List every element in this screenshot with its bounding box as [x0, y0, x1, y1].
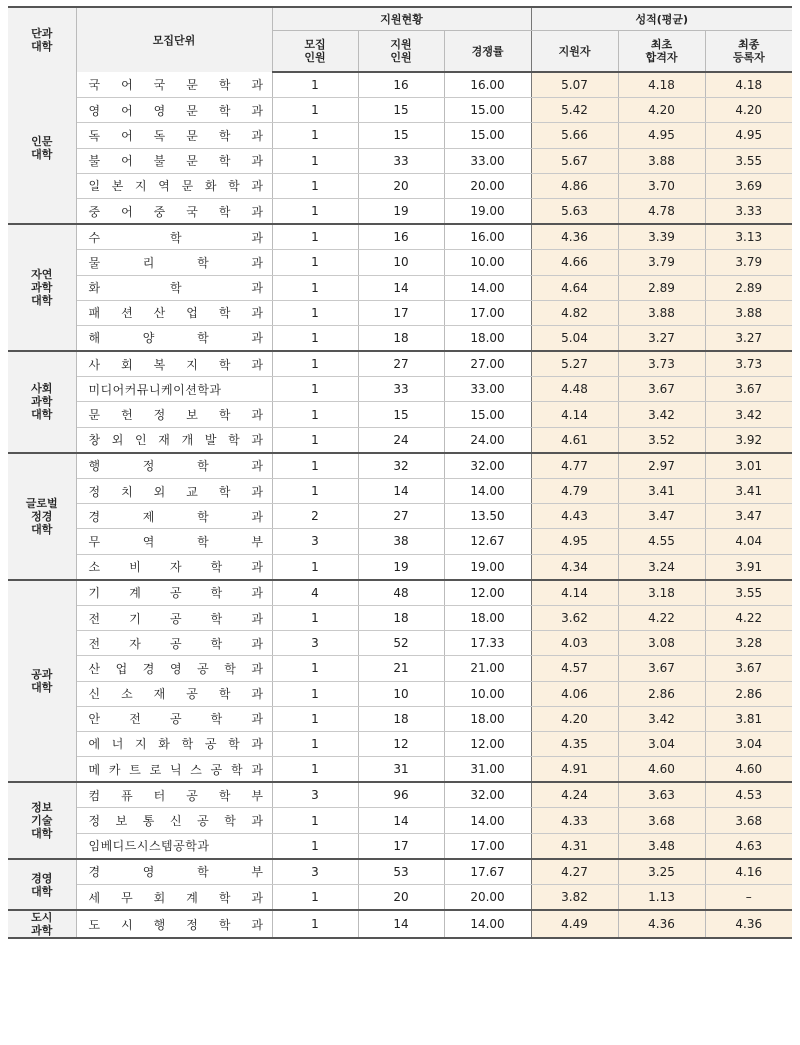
- department-cell: 컴 퓨 터 공 학 부: [76, 782, 272, 808]
- first-admit-cell: 3.88: [618, 300, 705, 325]
- applicants-cell: 18: [358, 605, 444, 630]
- final-reg-cell: 3.91: [705, 554, 792, 580]
- first-admit-cell: 3.42: [618, 402, 705, 427]
- rate-cell: 10.00: [444, 250, 531, 275]
- quota-cell: 1: [272, 224, 358, 250]
- first-admit-cell: 2.89: [618, 275, 705, 300]
- department-cell: 경 제 학 과: [76, 504, 272, 529]
- department-cell: 해 양 학 과: [76, 325, 272, 351]
- applicants-cell: 20: [358, 173, 444, 198]
- final-reg-cell: 4.63: [705, 833, 792, 859]
- final-reg-cell: 4.53: [705, 782, 792, 808]
- college-cell: 경영 대학: [8, 859, 76, 910]
- final-reg-cell: 3.41: [705, 479, 792, 504]
- quota-cell: 1: [272, 656, 358, 681]
- table-row: [8, 275, 792, 300]
- first-admit-cell: 3.52: [618, 427, 705, 453]
- quota-cell: 2: [272, 504, 358, 529]
- final-reg-cell: 4.60: [705, 757, 792, 783]
- final-reg-cell: 2.86: [705, 681, 792, 706]
- quota-cell: 1: [272, 402, 358, 427]
- final-reg-cell: 4.18: [705, 72, 792, 98]
- table-row: [8, 605, 792, 630]
- rate-cell: 18.00: [444, 706, 531, 731]
- table-row: [8, 782, 792, 808]
- applicants-cell: 31: [358, 757, 444, 783]
- applicants-cell: 21: [358, 656, 444, 681]
- table-row: [8, 250, 792, 275]
- applicant-avg-cell: 4.49: [531, 910, 618, 938]
- rate-cell: 18.00: [444, 605, 531, 630]
- applicant-avg-cell: 4.95: [531, 529, 618, 554]
- final-reg-cell: 3.81: [705, 706, 792, 731]
- applicant-avg-cell: 4.31: [531, 833, 618, 859]
- applicant-avg-cell: 3.82: [531, 885, 618, 911]
- final-reg-cell: 3.27: [705, 325, 792, 351]
- table-row: [8, 427, 792, 453]
- final-reg-cell: 3.04: [705, 731, 792, 756]
- department-cell: 도 시 행 정 학 과: [76, 910, 272, 938]
- quota-cell: 1: [272, 706, 358, 731]
- first-admit-cell: 3.88: [618, 148, 705, 173]
- admission-results-table: [8, 6, 792, 939]
- table-row: [8, 731, 792, 756]
- final-reg-cell: 3.79: [705, 250, 792, 275]
- applicants-cell: 14: [358, 479, 444, 504]
- applicants-cell: 17: [358, 300, 444, 325]
- first-admit-cell: 3.70: [618, 173, 705, 198]
- rate-cell: 14.00: [444, 479, 531, 504]
- table-row: [8, 504, 792, 529]
- applicants-cell: 10: [358, 250, 444, 275]
- department-cell: 메 카 트 로 닉 스 공 학 과: [76, 757, 272, 783]
- table-row: [8, 833, 792, 859]
- rate-cell: 16.00: [444, 72, 531, 98]
- first-admit-cell: 3.24: [618, 554, 705, 580]
- quota-cell: 1: [272, 98, 358, 123]
- applicants-cell: 17: [358, 833, 444, 859]
- rate-cell: 31.00: [444, 757, 531, 783]
- table-row: [8, 681, 792, 706]
- table-row: [8, 325, 792, 351]
- final-reg-cell: 3.28: [705, 631, 792, 656]
- department-cell: 미디어커뮤니케이션학과: [76, 377, 272, 402]
- rate-cell: 20.00: [444, 173, 531, 198]
- rate-cell: 20.00: [444, 885, 531, 911]
- quota-cell: 3: [272, 782, 358, 808]
- applicant-avg-cell: 4.91: [531, 757, 618, 783]
- quota-cell: 1: [272, 275, 358, 300]
- quota-cell: 1: [272, 377, 358, 402]
- final-reg-cell: 3.92: [705, 427, 792, 453]
- first-admit-cell: 4.78: [618, 198, 705, 224]
- unit-header: 모집단위: [76, 7, 272, 72]
- applicant-avg-cell: 4.86: [531, 173, 618, 198]
- applicants-cell: 24: [358, 427, 444, 453]
- applicants-cell: 48: [358, 580, 444, 606]
- applicant-avg-cell: 4.24: [531, 782, 618, 808]
- rate-cell: 19.00: [444, 198, 531, 224]
- quota-cell: 1: [272, 173, 358, 198]
- quota-cell: 3: [272, 631, 358, 656]
- department-cell: 문 헌 정 보 학 과: [76, 402, 272, 427]
- applicants-cell: 14: [358, 275, 444, 300]
- first-admit-cell: 1.13: [618, 885, 705, 911]
- applicants-cell: 27: [358, 351, 444, 377]
- final-reg-cell: 4.16: [705, 859, 792, 885]
- final-reg-cell: 3.73: [705, 351, 792, 377]
- quota-cell: 1: [272, 198, 358, 224]
- applicants-cell: 10: [358, 681, 444, 706]
- college-cell: 인문 대학: [8, 72, 76, 224]
- applicants-cell: 33: [358, 377, 444, 402]
- department-cell: 신 소 재 공 학 과: [76, 681, 272, 706]
- department-cell: 사 회 복 지 학 과: [76, 351, 272, 377]
- first-admit-header: 최초 합격자: [618, 31, 705, 73]
- quota-cell: 1: [272, 731, 358, 756]
- department-cell: 국 어 국 문 학 과: [76, 72, 272, 98]
- rate-cell: 33.00: [444, 377, 531, 402]
- rate-cell: 14.00: [444, 910, 531, 938]
- applicant-avg-cell: 4.20: [531, 706, 618, 731]
- college-cell: 정보 기술 대학: [8, 782, 76, 859]
- applicant-avg-cell: 4.61: [531, 427, 618, 453]
- applicant-avg-cell: 5.63: [531, 198, 618, 224]
- table-row: [8, 402, 792, 427]
- applicant-avg-cell: 4.77: [531, 453, 618, 479]
- table-row: [8, 554, 792, 580]
- rate-cell: 14.00: [444, 808, 531, 833]
- table-row: [8, 123, 792, 148]
- quota-cell: 1: [272, 250, 358, 275]
- first-admit-cell: 3.47: [618, 504, 705, 529]
- department-cell: 임베디드시스템공학과: [76, 833, 272, 859]
- applicants-cell: 15: [358, 123, 444, 148]
- rate-cell: 24.00: [444, 427, 531, 453]
- applicant-avg-cell: 4.79: [531, 479, 618, 504]
- final-reg-cell: 4.22: [705, 605, 792, 630]
- quota-cell: 1: [272, 808, 358, 833]
- final-reg-cell: 4.95: [705, 123, 792, 148]
- rate-cell: 17.67: [444, 859, 531, 885]
- first-admit-cell: 3.25: [618, 859, 705, 885]
- rate-cell: 27.00: [444, 351, 531, 377]
- rate-cell: 17.33: [444, 631, 531, 656]
- applicant-avg-cell: 4.64: [531, 275, 618, 300]
- quota-cell: 1: [272, 757, 358, 783]
- rate-cell: 19.00: [444, 554, 531, 580]
- table-row: [8, 72, 792, 98]
- first-admit-cell: 3.68: [618, 808, 705, 833]
- applicant-avg-cell: 4.14: [531, 580, 618, 606]
- table-row: [8, 631, 792, 656]
- applicant-avg-cell: 4.48: [531, 377, 618, 402]
- first-admit-cell: 3.48: [618, 833, 705, 859]
- applicants-cell: 19: [358, 554, 444, 580]
- rate-cell: 33.00: [444, 148, 531, 173]
- quota-cell: 1: [272, 453, 358, 479]
- applicant-avg-cell: 4.82: [531, 300, 618, 325]
- college-cell: 자연 과학 대학: [8, 224, 76, 351]
- applicant-avg-cell: 4.57: [531, 656, 618, 681]
- quota-cell: 1: [272, 605, 358, 630]
- applicant-avg-cell: 4.34: [531, 554, 618, 580]
- applicant-avg-cell: 4.33: [531, 808, 618, 833]
- quota-cell: 1: [272, 885, 358, 911]
- applicants-cell: 19: [358, 198, 444, 224]
- applicant-avg-cell: 5.07: [531, 72, 618, 98]
- department-cell: 전 기 공 학 과: [76, 605, 272, 630]
- first-admit-cell: 4.95: [618, 123, 705, 148]
- rate-cell: 15.00: [444, 123, 531, 148]
- department-cell: 패 션 산 업 학 과: [76, 300, 272, 325]
- table-row: [8, 529, 792, 554]
- rate-cell: 17.00: [444, 833, 531, 859]
- department-cell: 경 영 학 부: [76, 859, 272, 885]
- department-cell: 영 어 영 문 학 과: [76, 98, 272, 123]
- college-cell: 글로벌 정경 대학: [8, 453, 76, 580]
- rate-cell: 15.00: [444, 98, 531, 123]
- applicants-cell: 33: [358, 148, 444, 173]
- department-cell: 물 리 학 과: [76, 250, 272, 275]
- table-row: [8, 757, 792, 783]
- first-admit-cell: 3.41: [618, 479, 705, 504]
- applicants-cell: 53: [358, 859, 444, 885]
- table-header: [8, 7, 792, 72]
- department-cell: 정 치 외 교 학 과: [76, 479, 272, 504]
- quota-cell: 1: [272, 479, 358, 504]
- rate-header: 경쟁률: [444, 31, 531, 73]
- final-reg-cell: 3.42: [705, 402, 792, 427]
- final-reg-cell: 3.47: [705, 504, 792, 529]
- final-reg-cell: 3.55: [705, 580, 792, 606]
- final-reg-cell: 3.33: [705, 198, 792, 224]
- rate-cell: 12.00: [444, 731, 531, 756]
- rate-cell: 21.00: [444, 656, 531, 681]
- applicants-cell: 12: [358, 731, 444, 756]
- first-admit-cell: 4.36: [618, 910, 705, 938]
- applicants-cell: 15: [358, 98, 444, 123]
- table-row: [8, 479, 792, 504]
- department-cell: 에 너 지 화 학 공 학 과: [76, 731, 272, 756]
- table-row: [8, 300, 792, 325]
- table-row: [8, 453, 792, 479]
- quota-cell: 4: [272, 580, 358, 606]
- table-row: [8, 706, 792, 731]
- final-reg-cell: 4.20: [705, 98, 792, 123]
- applicant-avg-cell: 4.43: [531, 504, 618, 529]
- applicants-cell: 18: [358, 706, 444, 731]
- final-reg-cell: 3.88: [705, 300, 792, 325]
- first-admit-cell: 3.67: [618, 656, 705, 681]
- table-row: [8, 198, 792, 224]
- first-admit-cell: 4.22: [618, 605, 705, 630]
- quota-cell: 1: [272, 910, 358, 938]
- rate-cell: 10.00: [444, 681, 531, 706]
- department-cell: 기 계 공 학 과: [76, 580, 272, 606]
- college-header: 단과 대학: [8, 7, 76, 72]
- applicant-avg-cell: 5.67: [531, 148, 618, 173]
- first-admit-cell: 3.63: [618, 782, 705, 808]
- department-cell: 행 정 학 과: [76, 453, 272, 479]
- final-reg-header: 최종 등록자: [705, 31, 792, 73]
- final-reg-cell: 3.01: [705, 453, 792, 479]
- applicant-avg-cell: 4.27: [531, 859, 618, 885]
- applicants-cell: 32: [358, 453, 444, 479]
- quota-cell: 1: [272, 554, 358, 580]
- quota-cell: 1: [272, 72, 358, 98]
- quota-cell: 1: [272, 300, 358, 325]
- department-cell: 세 무 회 계 학 과: [76, 885, 272, 911]
- applicant-avg-cell: 4.06: [531, 681, 618, 706]
- applicants-cell: 38: [358, 529, 444, 554]
- applicants-cell: 16: [358, 224, 444, 250]
- applicant-avg-cell: 4.14: [531, 402, 618, 427]
- first-admit-cell: 3.67: [618, 377, 705, 402]
- quota-cell: 1: [272, 681, 358, 706]
- applicants-header: 지원 인원: [358, 31, 444, 73]
- table-row: [8, 148, 792, 173]
- department-cell: 산 업 경 영 공 학 과: [76, 656, 272, 681]
- table-body: [8, 72, 792, 938]
- quota-cell: 3: [272, 859, 358, 885]
- final-reg-cell: 3.55: [705, 148, 792, 173]
- first-admit-cell: 2.97: [618, 453, 705, 479]
- final-reg-cell: –: [705, 885, 792, 911]
- applicant-avg-cell: 4.03: [531, 631, 618, 656]
- first-admit-cell: 3.79: [618, 250, 705, 275]
- first-admit-cell: 3.27: [618, 325, 705, 351]
- rate-cell: 32.00: [444, 453, 531, 479]
- applicants-cell: 96: [358, 782, 444, 808]
- applicant-avg-cell: 5.27: [531, 351, 618, 377]
- table-row: [8, 656, 792, 681]
- first-admit-cell: 2.86: [618, 681, 705, 706]
- rate-cell: 18.00: [444, 325, 531, 351]
- applicant-avg-cell: 5.42: [531, 98, 618, 123]
- department-cell: 중 어 중 국 학 과: [76, 198, 272, 224]
- department-cell: 일 본 지 역 문 화 학 과: [76, 173, 272, 198]
- table-row: [8, 808, 792, 833]
- applicants-cell: 52: [358, 631, 444, 656]
- quota-cell: 1: [272, 351, 358, 377]
- department-cell: 안 전 공 학 과: [76, 706, 272, 731]
- applicants-cell: 20: [358, 885, 444, 911]
- first-admit-cell: 4.20: [618, 98, 705, 123]
- college-cell: 사회 과학 대학: [8, 351, 76, 453]
- first-admit-cell: 3.39: [618, 224, 705, 250]
- applicants-cell: 18: [358, 325, 444, 351]
- applicants-cell: 14: [358, 910, 444, 938]
- applicants-cell: 27: [358, 504, 444, 529]
- table-row: [8, 885, 792, 911]
- quota-cell: 3: [272, 529, 358, 554]
- final-reg-cell: 3.13: [705, 224, 792, 250]
- first-admit-cell: 3.18: [618, 580, 705, 606]
- department-cell: 불 어 불 문 학 과: [76, 148, 272, 173]
- applicant-avg-cell: 5.04: [531, 325, 618, 351]
- final-reg-cell: 4.04: [705, 529, 792, 554]
- quota-header: 모집 인원: [272, 31, 358, 73]
- status-group-header: 지원현황: [272, 7, 531, 31]
- table-row: [8, 173, 792, 198]
- applicant-avg-cell: 4.36: [531, 224, 618, 250]
- quota-cell: 1: [272, 123, 358, 148]
- table-row: [8, 98, 792, 123]
- college-cell: 도시 과학: [8, 910, 76, 938]
- table-row: [8, 580, 792, 606]
- first-admit-cell: 3.08: [618, 631, 705, 656]
- table-row: [8, 377, 792, 402]
- rate-cell: 15.00: [444, 402, 531, 427]
- first-admit-cell: 4.60: [618, 757, 705, 783]
- applicant-avg-cell: 4.66: [531, 250, 618, 275]
- table-row: [8, 224, 792, 250]
- applicant-avg-header: 지원자: [531, 31, 618, 73]
- quota-cell: 1: [272, 833, 358, 859]
- table-row: [8, 859, 792, 885]
- applicants-cell: 14: [358, 808, 444, 833]
- rate-cell: 14.00: [444, 275, 531, 300]
- rate-cell: 13.50: [444, 504, 531, 529]
- applicants-cell: 16: [358, 72, 444, 98]
- applicant-avg-cell: 3.62: [531, 605, 618, 630]
- applicant-avg-cell: 5.66: [531, 123, 618, 148]
- admission-results-table-container: [8, 6, 792, 939]
- first-admit-cell: 4.55: [618, 529, 705, 554]
- quota-cell: 1: [272, 427, 358, 453]
- department-cell: 화 학 과: [76, 275, 272, 300]
- department-cell: 무 역 학 부: [76, 529, 272, 554]
- department-cell: 정 보 통 신 공 학 과: [76, 808, 272, 833]
- rate-cell: 17.00: [444, 300, 531, 325]
- college-cell: 공과 대학: [8, 580, 76, 783]
- department-cell: 소 비 자 학 과: [76, 554, 272, 580]
- department-cell: 독 어 독 문 학 과: [76, 123, 272, 148]
- applicants-cell: 15: [358, 402, 444, 427]
- table-row: [8, 351, 792, 377]
- applicant-avg-cell: 4.35: [531, 731, 618, 756]
- final-reg-cell: 3.69: [705, 173, 792, 198]
- rate-cell: 32.00: [444, 782, 531, 808]
- quota-cell: 1: [272, 148, 358, 173]
- rate-cell: 12.00: [444, 580, 531, 606]
- quota-cell: 1: [272, 325, 358, 351]
- final-reg-cell: 3.67: [705, 656, 792, 681]
- score-group-header: 성적(평균): [531, 7, 792, 31]
- final-reg-cell: 2.89: [705, 275, 792, 300]
- department-cell: 수 학 과: [76, 224, 272, 250]
- department-cell: 전 자 공 학 과: [76, 631, 272, 656]
- department-cell: 창 외 인 재 개 발 학 과: [76, 427, 272, 453]
- rate-cell: 16.00: [444, 224, 531, 250]
- first-admit-cell: 3.73: [618, 351, 705, 377]
- final-reg-cell: 3.67: [705, 377, 792, 402]
- final-reg-cell: 4.36: [705, 910, 792, 938]
- table-row: [8, 910, 792, 938]
- first-admit-cell: 4.18: [618, 72, 705, 98]
- first-admit-cell: 3.04: [618, 731, 705, 756]
- final-reg-cell: 3.68: [705, 808, 792, 833]
- rate-cell: 12.67: [444, 529, 531, 554]
- first-admit-cell: 3.42: [618, 706, 705, 731]
